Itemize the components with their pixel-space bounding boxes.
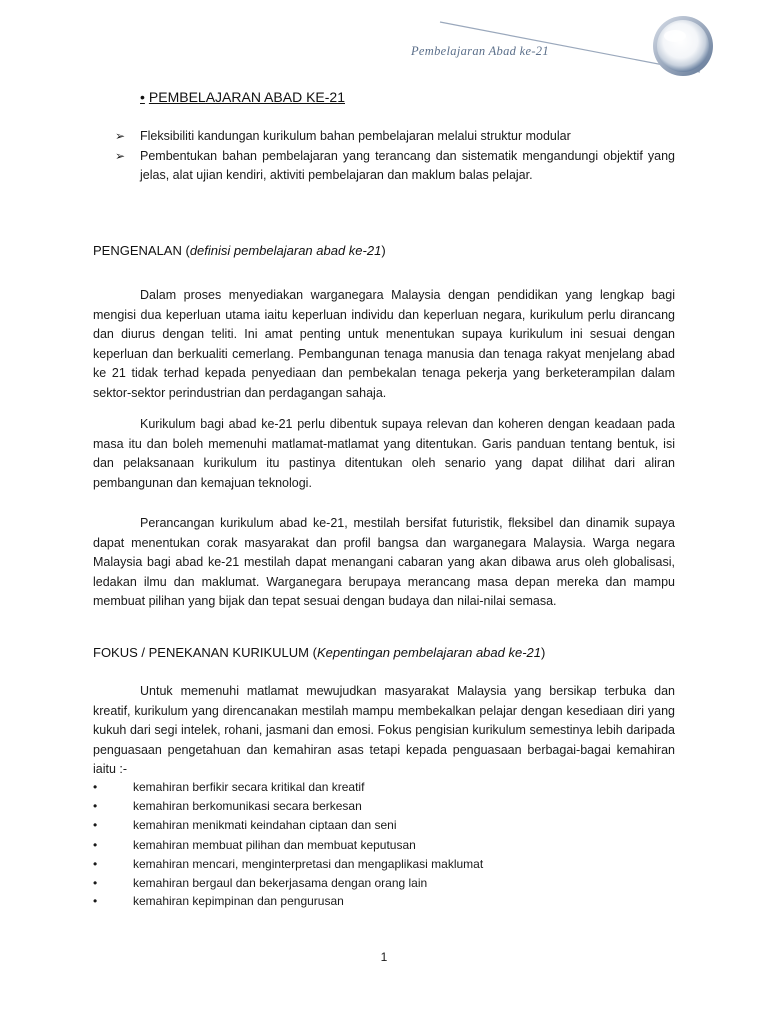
bullet-icon: • bbox=[93, 780, 98, 794]
header-decoration bbox=[0, 0, 768, 100]
intro-point bbox=[115, 147, 675, 185]
arrow-bullet-icon: ➢ bbox=[115, 149, 126, 163]
section-heading-pengenalan bbox=[93, 243, 386, 258]
list-item bbox=[93, 816, 653, 835]
bullet-icon: • bbox=[93, 837, 98, 852]
section-heading-end: ) bbox=[541, 645, 546, 660]
bullet-icon: • bbox=[140, 89, 145, 105]
bullet-icon: • bbox=[93, 799, 98, 814]
paragraph-text: Kurikulum bagi abad ke-21 perlu dibentuk supaya relevan dan koheren dengan keadaan pada masa itu dan boleh memenuhi matlamat-matlamat yang ditentukan. Garis panduan tentang bentuk, isi dan pelaksanaan kurikulum itu pastinya ditentukan oleh senario yang dapat dilihat dari aliran pembangunan dan kemajuan teknologi. bbox=[93, 417, 675, 490]
header-title: Pembelajaran Abad ke-21 bbox=[411, 44, 549, 58]
intro-point-text: Pembentukan bahan pembelajaran yang terancang dan sistematik mengandungi objektif yang jelas, alat ujian kendiri, aktiviti pembelajaran dan maklum balas pelajar. bbox=[140, 149, 675, 182]
section-heading-end: ) bbox=[381, 243, 386, 258]
arrow-bullet-icon: ➢ bbox=[115, 129, 126, 143]
bullet-icon: • bbox=[93, 818, 98, 833]
list-item-text: kemahiran kepimpinan dan pengurusan bbox=[133, 894, 344, 909]
list-item bbox=[93, 797, 653, 816]
section-heading-italic: definisi pembelajaran abad ke-21 bbox=[189, 243, 382, 258]
paragraph-text: Dalam proses menyediakan warganegara Malaysia dengan pendidikan yang lengkap bagi mengisi dua keperluan utama iaitu keperluan individu dan keperluan negara, kurikulum perlu dirancang dan diurus dengan teliti. Ini amat penting untuk menentukan supaya kurikulum ini sesuai dengan keperluan dan berkualiti cemerlang. Pembangunan tenaga manusia dan tenaga rakyat menjelang abad ke 21 tidak terhad kepada penyediaan dan pembekalan tenaga pekerja yang berketerampilan dalam sektor-sektor perindustrian dan perdagangan sahaja. bbox=[93, 288, 675, 400]
list-item bbox=[93, 855, 653, 874]
intro-point bbox=[115, 127, 675, 146]
paragraph bbox=[93, 286, 675, 403]
document-title bbox=[140, 89, 345, 105]
bullet-icon: • bbox=[93, 875, 98, 890]
intro-point-list bbox=[115, 127, 675, 186]
paragraph-text: Untuk memenuhi matlamat mewujudkan masyarakat Malaysia yang bersikap terbuka dan kreatif, kurikulum yang direncanakan mestilah mampu membekalkan pelajar dengan kesediaan diri yang kukuh dari segi intelek, rohani, jasmani dan emosi. Fokus pengisian kurikulum semestinya lebih daripada penguasaan pengetahuan dan kemahiran asas tetapi kepada penguasaan berbagai-bagai kemahiran iaitu :- bbox=[93, 684, 675, 776]
paragraph-text: Perancangan kurikulum abad ke-21, mestilah bersifat futuristik, fleksibel dan dinamik supaya dapat menentukan corak masyarakat dan profil bangsa dan warganegara Malaysia. Warga negara Malaysia bagi abad ke-21 mestilah dapat menangani cabaran yang akan dibawa arus oleh globalisasi, ledakan ilmu dan maklumat. Warganegara berupaya merancang masa depan mereka dan mampu membuat pilihan yang bijak dan tepat sesuai dengan budaya dan nilai-nilai semasa. bbox=[93, 516, 675, 608]
bullet-icon: • bbox=[93, 856, 98, 871]
header-orb bbox=[657, 20, 709, 72]
paragraph bbox=[93, 514, 675, 612]
list-item-text: kemahiran mencari, menginterpretasi dan mengaplikasi maklumat bbox=[133, 856, 484, 871]
list-item-text: kemahiran berfikir secara kritikal dan kreatif bbox=[133, 780, 365, 794]
document-title-text: PEMBELAJARAN ABAD KE-21 bbox=[148, 89, 345, 105]
paragraph bbox=[93, 682, 675, 780]
list-item-text: kemahiran berkomunikasi secara berkesan bbox=[133, 799, 362, 814]
intro-point-text: Fleksibiliti kandungan kurikulum bahan pembelajaran melalui struktur modular bbox=[140, 129, 571, 143]
bullet-icon: • bbox=[93, 894, 98, 909]
section-heading-text: PENGENALAN ( bbox=[93, 243, 190, 258]
list-item-text: kemahiran menikmati keindahan ciptaan dan seni bbox=[133, 818, 397, 833]
skills-list bbox=[93, 778, 653, 909]
paragraph bbox=[93, 415, 675, 493]
list-item bbox=[93, 874, 653, 893]
section-heading-text: FOKUS / PENEKANAN KURIKULUM ( bbox=[93, 645, 317, 660]
list-item bbox=[93, 836, 653, 855]
list-item-text: kemahiran bergaul dan bekerjasama dengan orang lain bbox=[133, 875, 428, 890]
section-heading-fokus bbox=[93, 645, 545, 660]
page-number: 1 bbox=[380, 950, 388, 964]
section-heading-italic: Kepentingan pembelajaran abad ke-21 bbox=[316, 645, 541, 660]
list-item bbox=[93, 778, 653, 797]
list-item-text: kemahiran membuat pilihan dan membuat keputusan bbox=[133, 837, 416, 852]
list-item bbox=[93, 893, 653, 909]
